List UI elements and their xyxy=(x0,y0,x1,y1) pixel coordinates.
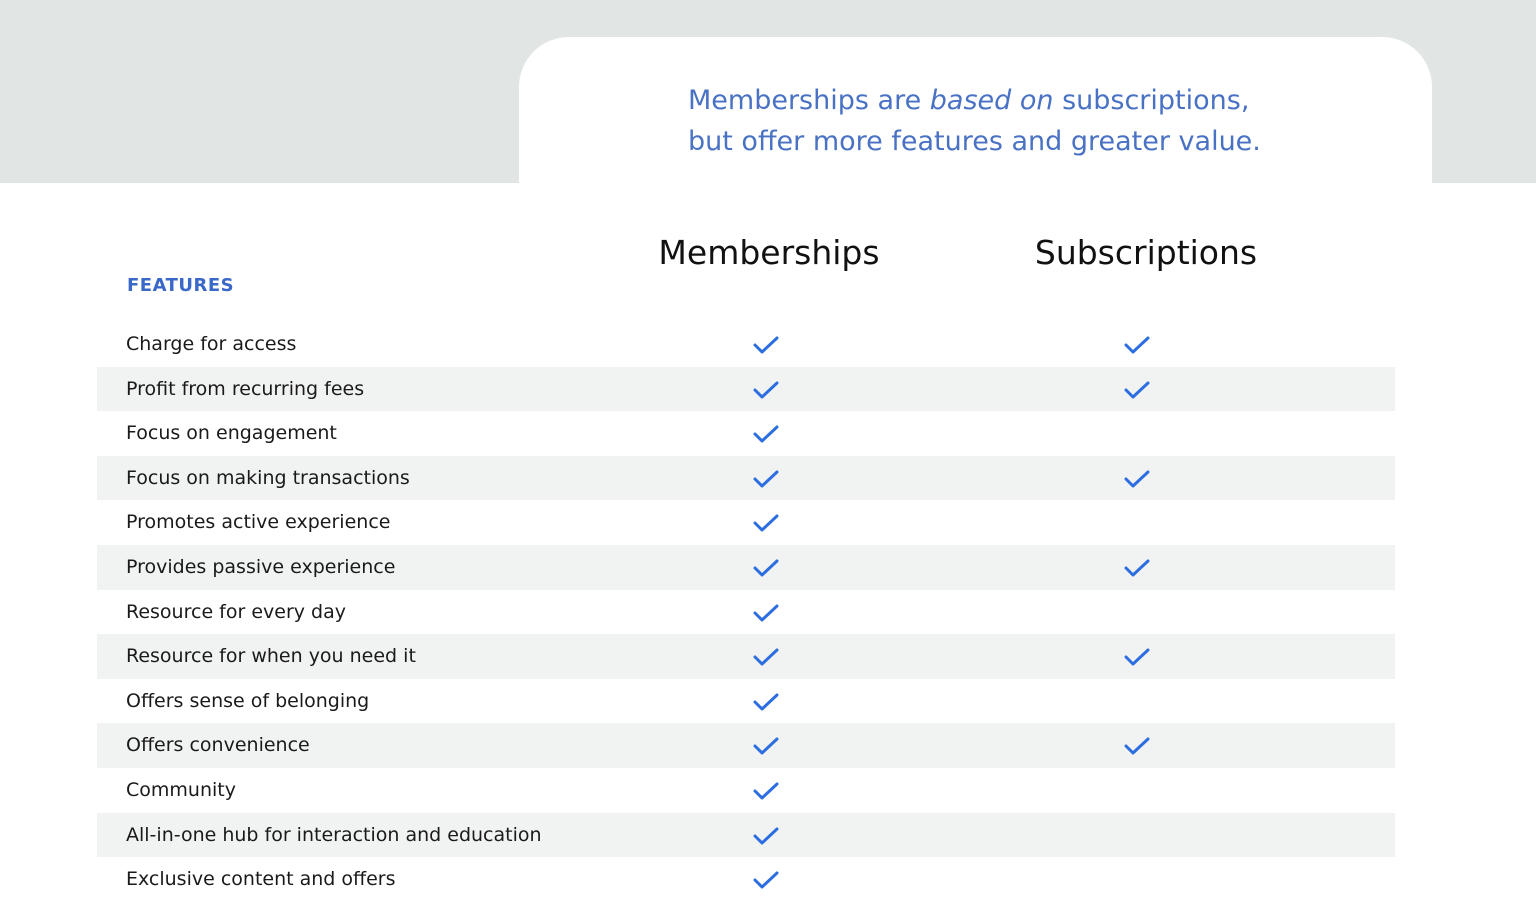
features-label: FEATURES xyxy=(127,275,235,296)
feature-label: Community xyxy=(126,778,236,801)
table-row xyxy=(97,411,1395,456)
memberships-check-icon xyxy=(753,604,779,622)
headline xyxy=(688,80,1388,162)
feature-label: Resource for every day xyxy=(126,600,347,623)
feature-label: Offers sense of belonging xyxy=(126,689,370,712)
table-row xyxy=(97,545,1395,590)
memberships-check-icon xyxy=(753,782,779,800)
memberships-check-icon xyxy=(753,336,779,354)
feature-label: Focus on engagement xyxy=(126,422,337,445)
memberships-check-icon xyxy=(753,470,779,488)
feature-label: Provides passive experience xyxy=(126,555,396,578)
memberships-check-icon xyxy=(753,871,779,889)
subscriptions-check-icon xyxy=(1124,470,1150,488)
feature-label: Exclusive content and offers xyxy=(126,868,396,891)
subscriptions-check-icon xyxy=(1124,336,1150,354)
table-row xyxy=(97,322,1395,367)
memberships-check-icon xyxy=(753,514,779,532)
table-row xyxy=(97,634,1395,679)
subscriptions-check-icon xyxy=(1124,559,1150,577)
feature-label: Promotes active experience xyxy=(126,511,391,534)
memberships-check-icon xyxy=(753,559,779,577)
feature-label: All-in-one hub for interaction and education xyxy=(126,823,542,846)
table-row xyxy=(97,367,1395,412)
headline-text: subscriptions, xyxy=(1053,85,1250,116)
table-row xyxy=(97,723,1395,768)
table-row xyxy=(97,857,1395,902)
column-header-subscriptions: Subscriptions xyxy=(1034,233,1258,272)
feature-label: Charge for access xyxy=(126,333,297,355)
subscriptions-check-icon xyxy=(1124,381,1150,399)
table-row xyxy=(97,813,1395,858)
headline-line-2: but offer more features and greater value. xyxy=(688,126,1261,157)
feature-label: Resource for when you need it xyxy=(126,645,416,668)
headline-emphasis: based on xyxy=(929,85,1054,116)
subscriptions-check-icon xyxy=(1124,737,1150,755)
feature-label: Focus on making transactions xyxy=(126,466,410,489)
memberships-check-icon xyxy=(753,648,779,666)
table-row xyxy=(97,500,1395,545)
subscriptions-check-icon xyxy=(1124,648,1150,666)
memberships-check-icon xyxy=(753,737,779,755)
headline-line-1 xyxy=(688,80,1388,121)
table-row xyxy=(97,456,1395,501)
memberships-check-icon xyxy=(753,381,779,399)
feature-label: Offers convenience xyxy=(126,734,310,757)
headline-text: Memberships are xyxy=(688,85,930,116)
table-row xyxy=(97,679,1395,724)
column-header-memberships: Memberships xyxy=(658,233,880,272)
memberships-check-icon xyxy=(753,827,779,845)
table-row xyxy=(97,768,1395,813)
memberships-check-icon xyxy=(753,693,779,711)
memberships-check-icon xyxy=(753,425,779,443)
feature-label: Profit from recurring fees xyxy=(126,377,365,400)
comparison-table xyxy=(97,322,1395,902)
table-row xyxy=(97,590,1395,635)
